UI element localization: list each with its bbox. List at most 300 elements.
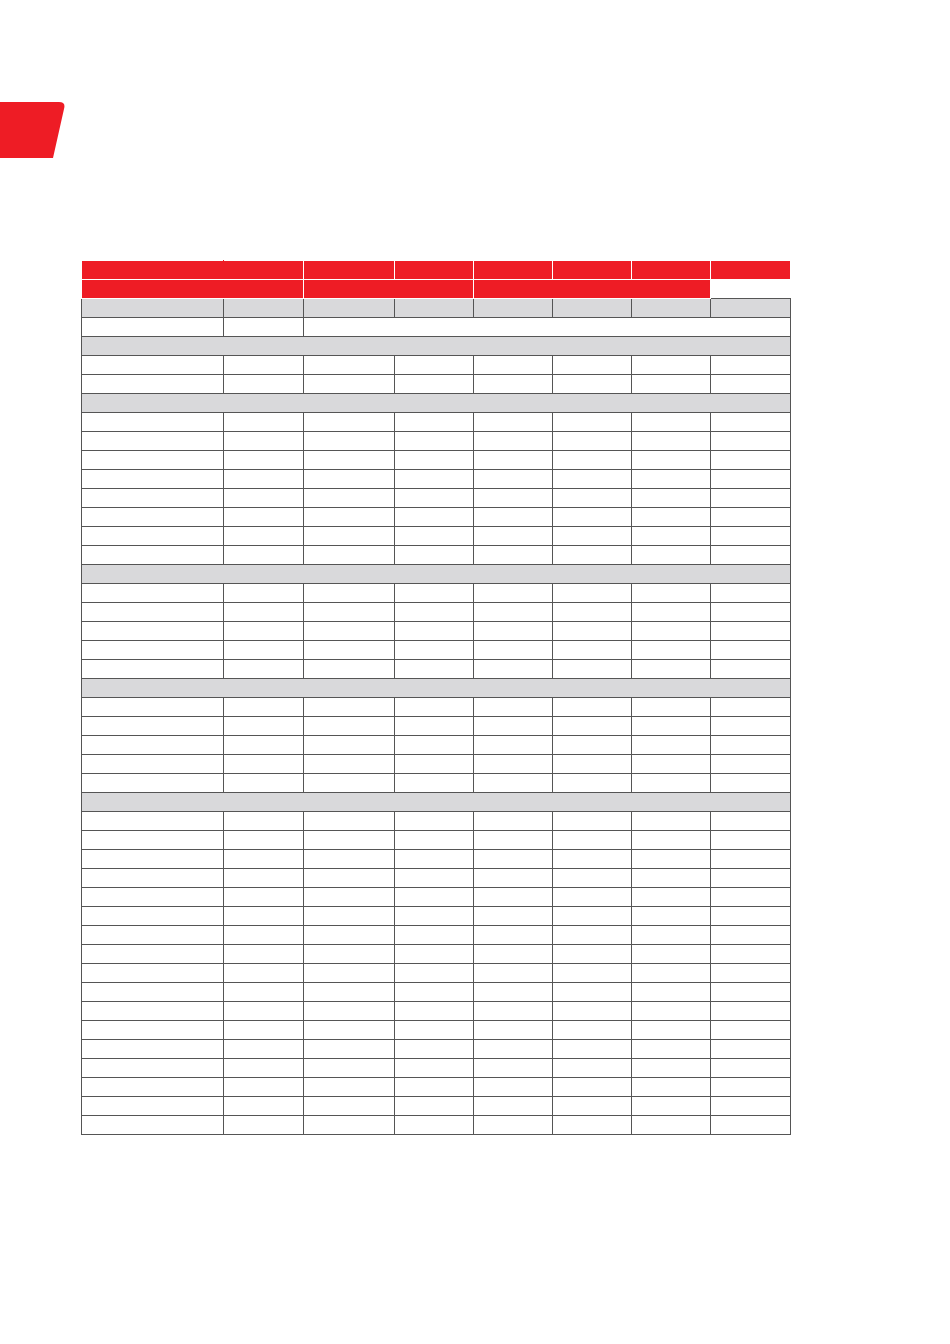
table-cell [395,375,474,394]
subheader-cell [82,299,224,318]
table-cell [224,1002,304,1021]
table-cell [711,888,791,907]
table-cell [632,432,711,451]
table-row [82,603,791,622]
table-cell [474,356,553,375]
table-cell [474,983,553,1002]
table-row [82,508,791,527]
table-cell [304,926,395,945]
table-cell [711,1097,791,1116]
table-cell [224,964,304,983]
table-cell [632,603,711,622]
intro-cell [224,318,304,337]
table-cell [711,641,791,660]
table-row [82,1078,791,1097]
header-cell [474,261,553,280]
table-cell [474,432,553,451]
table-cell [82,888,224,907]
table-cell [304,1078,395,1097]
table-cell [82,1002,224,1021]
table-cell [224,470,304,489]
table-cell [474,698,553,717]
table-cell [553,356,632,375]
table-cell [553,470,632,489]
table-cell [395,717,474,736]
table-cell [553,964,632,983]
header-group-cell [224,280,304,299]
table-cell [632,698,711,717]
table-cell [304,717,395,736]
section-header-row [82,679,791,698]
header-cell [82,261,224,280]
table-cell [553,584,632,603]
section-header-row [82,337,791,356]
table-cell [632,717,711,736]
table-cell [304,584,395,603]
table-row [82,717,791,736]
subheader-cell [395,299,474,318]
table-cell [474,1040,553,1059]
table-cell [632,888,711,907]
table-cell [474,1059,553,1078]
table-cell [82,812,224,831]
table-cell [711,869,791,888]
header-cell [553,261,632,280]
table-row [82,584,791,603]
table-cell [304,983,395,1002]
table-cell [632,660,711,679]
table-cell [474,1097,553,1116]
table-cell [711,907,791,926]
table-cell [474,964,553,983]
table-cell [711,926,791,945]
table-cell [632,907,711,926]
table-cell [395,584,474,603]
header-group-cell [474,280,711,299]
table-cell [304,736,395,755]
table-cell [553,641,632,660]
table-cell [474,717,553,736]
header-cell [711,261,791,280]
table-cell [711,413,791,432]
table-row [82,812,791,831]
table-cell [395,660,474,679]
table-cell [224,546,304,565]
table-cell [304,698,395,717]
table-cell [474,850,553,869]
table-cell [224,1040,304,1059]
table-row [82,527,791,546]
table-cell [304,1097,395,1116]
table-cell [82,470,224,489]
table-cell [224,831,304,850]
table-cell [711,375,791,394]
table-cell [224,812,304,831]
table-cell [395,508,474,527]
section-title [82,337,791,356]
table-cell [395,527,474,546]
table-cell [474,413,553,432]
table-cell [82,869,224,888]
table-cell [632,945,711,964]
table-cell [304,660,395,679]
table-row [82,489,791,508]
table-cell [224,907,304,926]
table-cell [711,736,791,755]
table-cell [474,546,553,565]
table-cell [395,1002,474,1021]
table-cell [395,1097,474,1116]
table-cell [474,812,553,831]
table-cell [224,641,304,660]
table-cell [304,1116,395,1135]
table-cell [553,926,632,945]
table-cell [711,1002,791,1021]
table-cell [395,945,474,964]
table-cell [553,546,632,565]
table-cell [632,546,711,565]
table-cell [711,964,791,983]
table-cell [82,831,224,850]
table-cell [304,850,395,869]
table-cell [224,603,304,622]
table-cell [395,489,474,508]
table-cell [553,603,632,622]
table-cell [82,1116,224,1135]
table-row [82,869,791,888]
table-cell [553,850,632,869]
table-cell [304,888,395,907]
table-cell [711,603,791,622]
table-cell [474,926,553,945]
table-cell [395,755,474,774]
table-row [82,1021,791,1040]
table-cell [82,641,224,660]
table-cell [304,356,395,375]
table-cell [304,1021,395,1040]
table-cell [82,622,224,641]
table-cell [632,489,711,508]
table-row [82,926,791,945]
table-cell [304,527,395,546]
table-cell [632,375,711,394]
table-cell [711,508,791,527]
table-cell [711,1059,791,1078]
table-cell [632,850,711,869]
table-cell [711,1116,791,1135]
section-header-row [82,793,791,812]
subheader-cell [224,299,304,318]
table-cell [304,755,395,774]
table-cell [224,1097,304,1116]
table-cell [395,1116,474,1135]
table-cell [711,983,791,1002]
table-cell [304,964,395,983]
table-cell [553,698,632,717]
table-cell [82,698,224,717]
table-cell [82,945,224,964]
table-cell [82,546,224,565]
table-cell [553,907,632,926]
table-cell [553,1097,632,1116]
table-cell [224,1116,304,1135]
table-cell [474,1116,553,1135]
table-row [82,850,791,869]
subheader-row [82,299,791,318]
table-cell [304,508,395,527]
table-cell [632,1059,711,1078]
table-cell [474,774,553,793]
table-row [82,660,791,679]
header-row [82,261,791,280]
table-cell [474,1021,553,1040]
table-cell [224,755,304,774]
table-row [82,641,791,660]
table-row [82,451,791,470]
table-row [82,413,791,432]
table-cell [395,736,474,755]
header-cell [304,261,395,280]
table-cell [632,1040,711,1059]
section-title [82,394,791,413]
table-cell [395,850,474,869]
table-cell [395,1040,474,1059]
table-row [82,888,791,907]
table-cell [474,375,553,394]
table-cell [711,432,791,451]
table-cell [711,356,791,375]
table-row [82,907,791,926]
table-row [82,983,791,1002]
table-cell [224,926,304,945]
table-cell [395,774,474,793]
table-cell [82,964,224,983]
table-cell [711,774,791,793]
red-tab-marker-icon [0,102,66,158]
table-cell [553,375,632,394]
table-cell [395,356,474,375]
table-cell [82,717,224,736]
table-cell [711,1040,791,1059]
table-cell [304,1002,395,1021]
table-cell [474,1002,553,1021]
table-cell [632,831,711,850]
subheader-cell [553,299,632,318]
table-cell [304,489,395,508]
table-row [82,755,791,774]
header-cell [395,261,474,280]
table-cell [304,1040,395,1059]
table-cell [82,451,224,470]
table-cell [82,736,224,755]
table-cell [224,375,304,394]
table-cell [474,755,553,774]
table-cell [224,622,304,641]
table-cell [632,1116,711,1135]
table-row [82,1097,791,1116]
subheader-cell [632,299,711,318]
table-row [82,470,791,489]
table-cell [224,489,304,508]
table-cell [474,489,553,508]
table-cell [224,717,304,736]
table-cell [82,584,224,603]
table-cell [474,641,553,660]
table-cell [553,1002,632,1021]
table-cell [395,907,474,926]
table-row [82,964,791,983]
table-cell [82,508,224,527]
table-cell [474,736,553,755]
table-cell [395,869,474,888]
table-cell [395,413,474,432]
table-cell [395,964,474,983]
table-cell [632,869,711,888]
table-cell [711,489,791,508]
header-group-cell [304,280,474,299]
table-cell [632,755,711,774]
table-cell [224,983,304,1002]
table-cell [711,470,791,489]
table-cell [82,1040,224,1059]
table-cell [711,831,791,850]
table-cell [474,831,553,850]
table-cell [553,1040,632,1059]
header-cell [224,261,304,280]
section-title [82,679,791,698]
table-cell [632,736,711,755]
table-cell [224,432,304,451]
section-header-row [82,565,791,584]
table-cell [82,850,224,869]
table-cell [82,356,224,375]
section-title [82,565,791,584]
table-cell [553,1059,632,1078]
table-row [82,622,791,641]
table-cell [304,869,395,888]
table-cell [395,622,474,641]
table-cell [711,527,791,546]
table-cell [553,888,632,907]
table-cell [632,413,711,432]
table-cell [474,508,553,527]
table-cell [711,451,791,470]
table-cell [553,660,632,679]
table-cell [711,546,791,565]
table-cell [82,983,224,1002]
data-table [81,260,791,1135]
table-cell [395,603,474,622]
table-cell [224,1021,304,1040]
table-cell [82,774,224,793]
table-cell [553,736,632,755]
table-cell [553,622,632,641]
table-cell [474,1078,553,1097]
table-cell [711,584,791,603]
table-cell [632,1002,711,1021]
table-cell [395,432,474,451]
table-cell [82,660,224,679]
table-cell [553,774,632,793]
table-cell [395,546,474,565]
table-cell [395,812,474,831]
table-row [82,1059,791,1078]
table-cell [395,888,474,907]
table-cell [395,1059,474,1078]
header-group-cell [82,280,224,299]
table-cell [82,489,224,508]
table-cell [474,584,553,603]
table-row [82,1040,791,1059]
subheader-cell [711,299,791,318]
table-cell [224,869,304,888]
table-cell [711,717,791,736]
table-row [82,375,791,394]
table-cell [711,698,791,717]
table-cell [395,1021,474,1040]
table-cell [474,907,553,926]
table-cell [553,755,632,774]
table-cell [474,470,553,489]
table-cell [632,964,711,983]
subheader-cell [304,299,395,318]
table-cell [224,1078,304,1097]
table-cell [474,603,553,622]
table-cell [304,907,395,926]
table-cell [395,983,474,1002]
table-cell [553,508,632,527]
table-row [82,356,791,375]
table-cell [224,584,304,603]
table-cell [224,774,304,793]
intro-cell [304,318,791,337]
table-cell [304,451,395,470]
table-cell [304,432,395,451]
table-cell [395,451,474,470]
table-cell [711,1078,791,1097]
table-cell [224,356,304,375]
table-cell [224,1059,304,1078]
table-cell [553,451,632,470]
table-cell [553,831,632,850]
table-cell [711,755,791,774]
table-cell [304,831,395,850]
table-cell [632,356,711,375]
table-cell [632,622,711,641]
table-cell [632,1021,711,1040]
table-cell [224,527,304,546]
table-cell [224,698,304,717]
header-cell [632,261,711,280]
table-cell [632,527,711,546]
table-cell [304,375,395,394]
table-row [82,945,791,964]
table-cell [553,527,632,546]
table-cell [711,622,791,641]
table-cell [632,508,711,527]
table-cell [304,1059,395,1078]
intro-row [82,318,791,337]
table-cell [224,945,304,964]
table-cell [82,1021,224,1040]
table-cell [224,451,304,470]
table-cell [553,869,632,888]
table-cell [553,812,632,831]
table-cell [474,527,553,546]
table-cell [632,451,711,470]
table-cell [224,888,304,907]
table-cell [632,983,711,1002]
